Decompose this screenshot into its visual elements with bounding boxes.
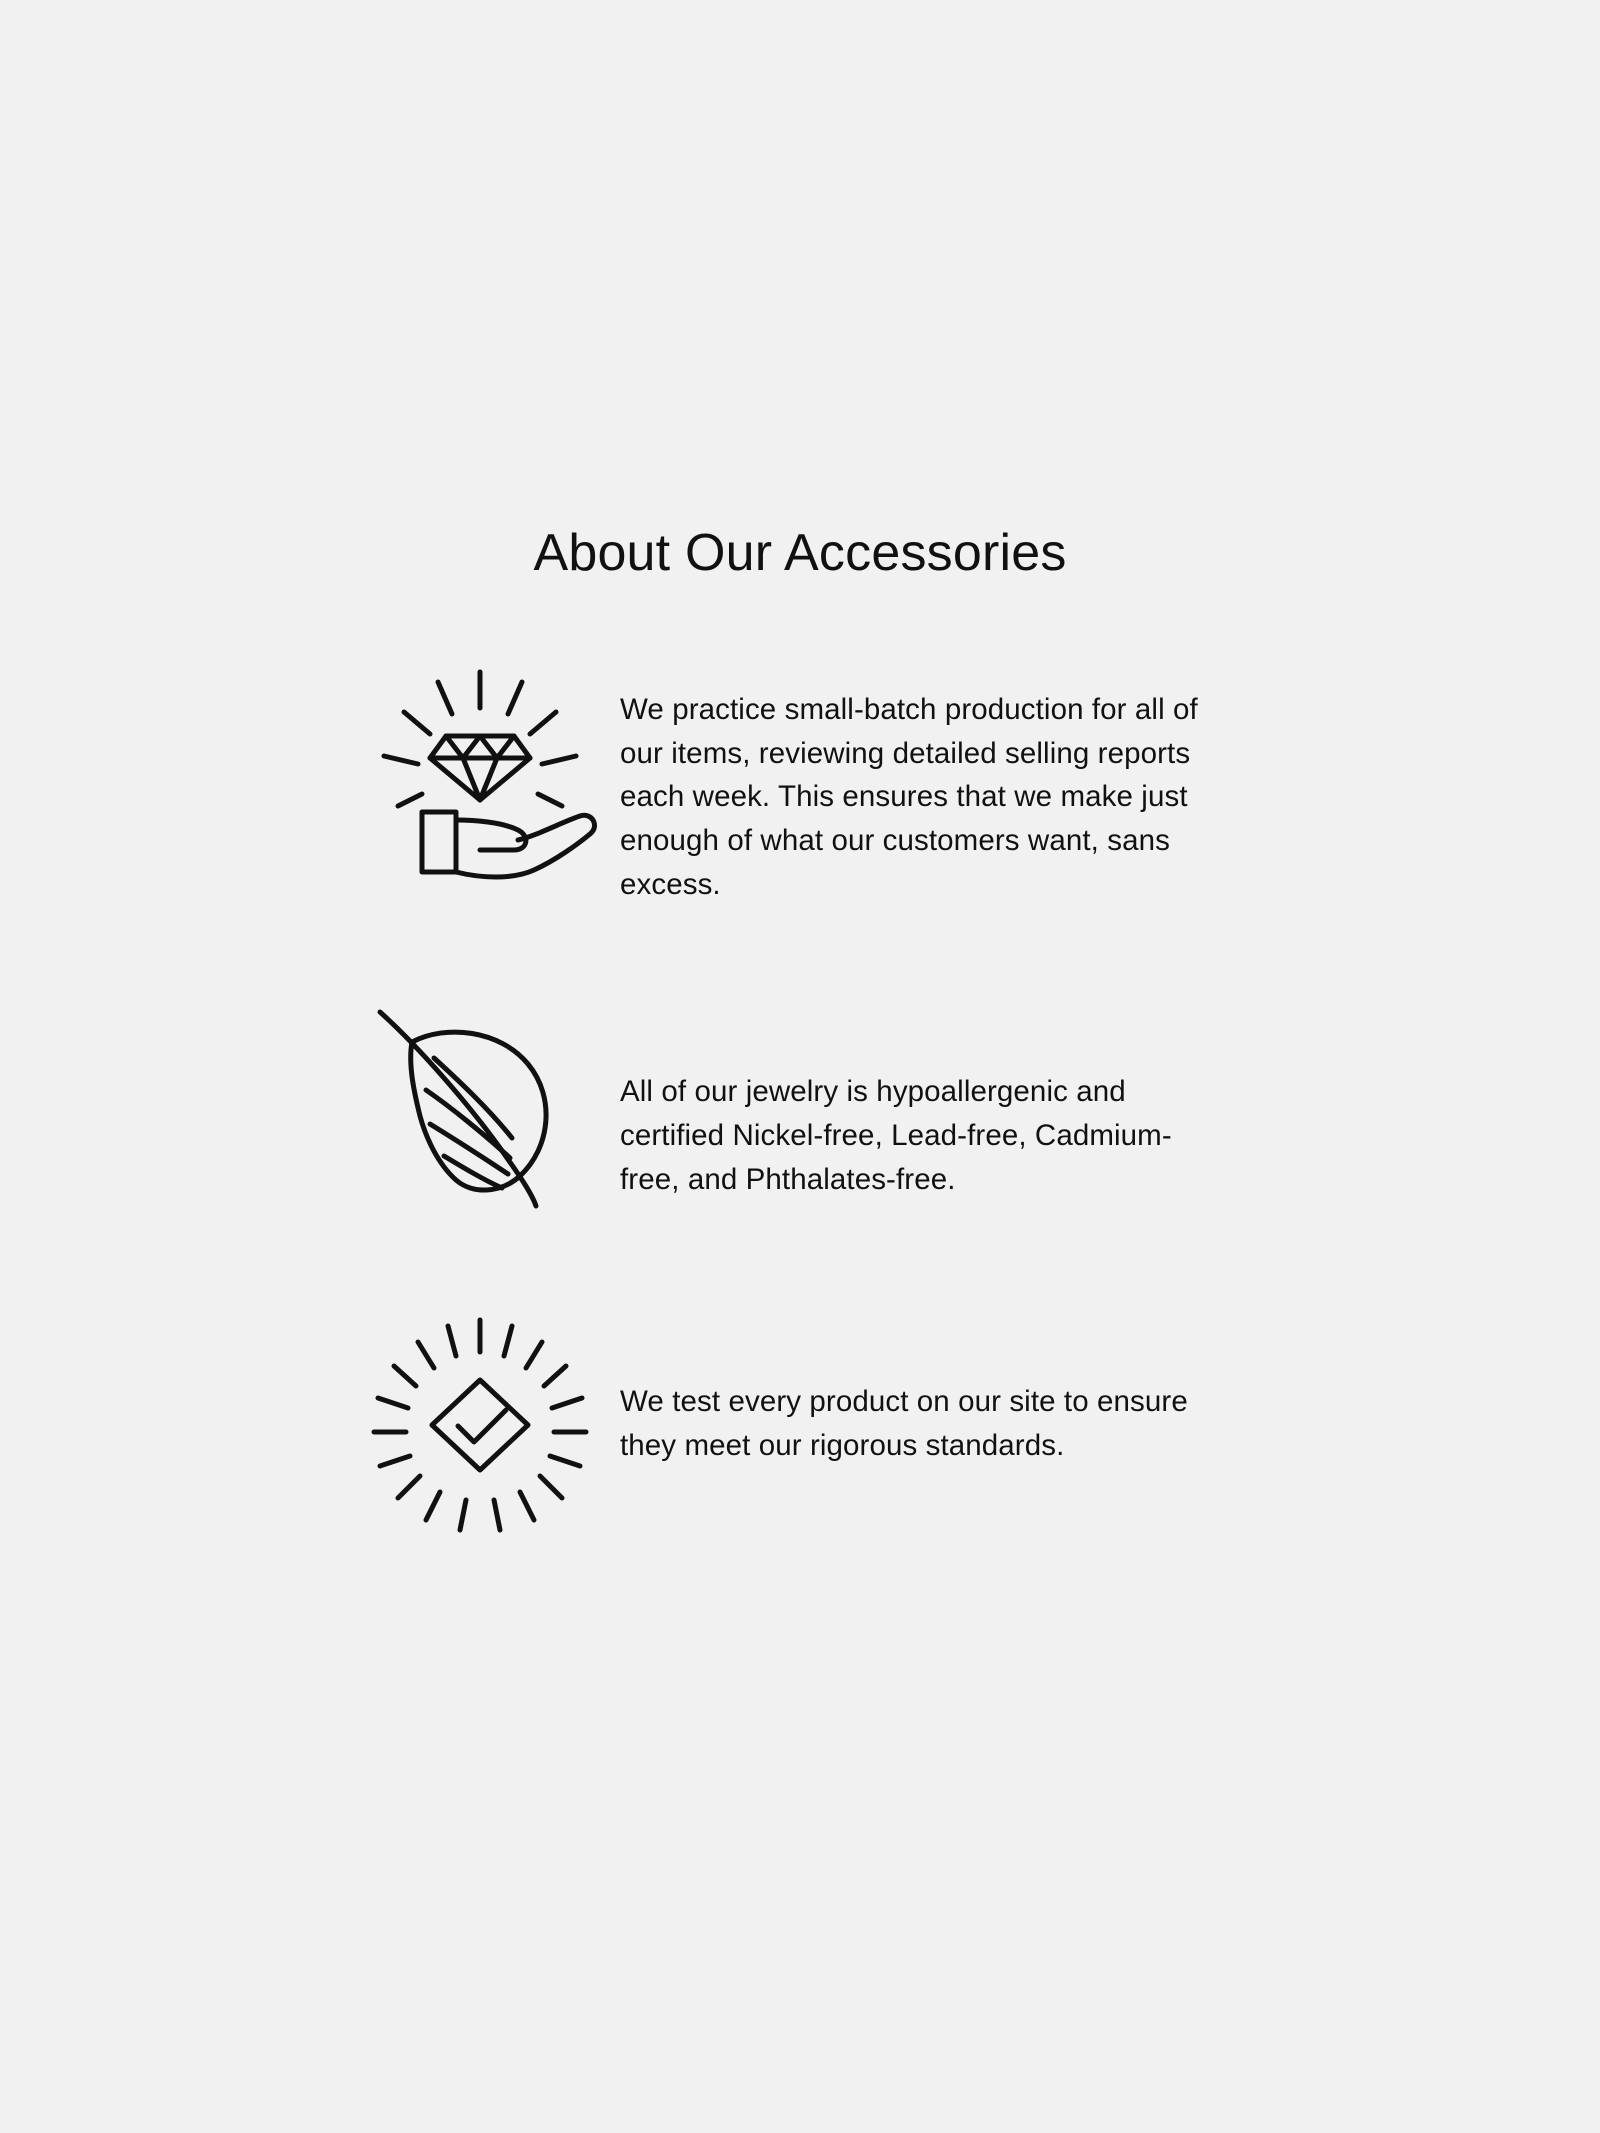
list-item-text: We test every product on our site to ensure they meet our rigorous standards. <box>620 1385 1188 1462</box>
feature-list <box>340 660 1260 1620</box>
feather-icon <box>340 998 620 1218</box>
list-item <box>340 660 1260 906</box>
checkmark-burst-icon <box>340 1310 620 1540</box>
list-item <box>340 1310 1260 1540</box>
page-title: About Our Accessories <box>533 523 1067 582</box>
list-item-text: All of our jewelry is hypoallergenic and certified Nickel-free, Lead-free, Cadmium-free, and Phthalates-free. <box>620 1075 1172 1196</box>
list-item-text: We practice small-batch production for all of our items, reviewing detailed selling reports each week. This ensures that we make just enough of what our customers want, sans excess. <box>620 693 1198 901</box>
diamond-in-hand-icon <box>340 660 620 890</box>
list-item <box>340 998 1260 1218</box>
